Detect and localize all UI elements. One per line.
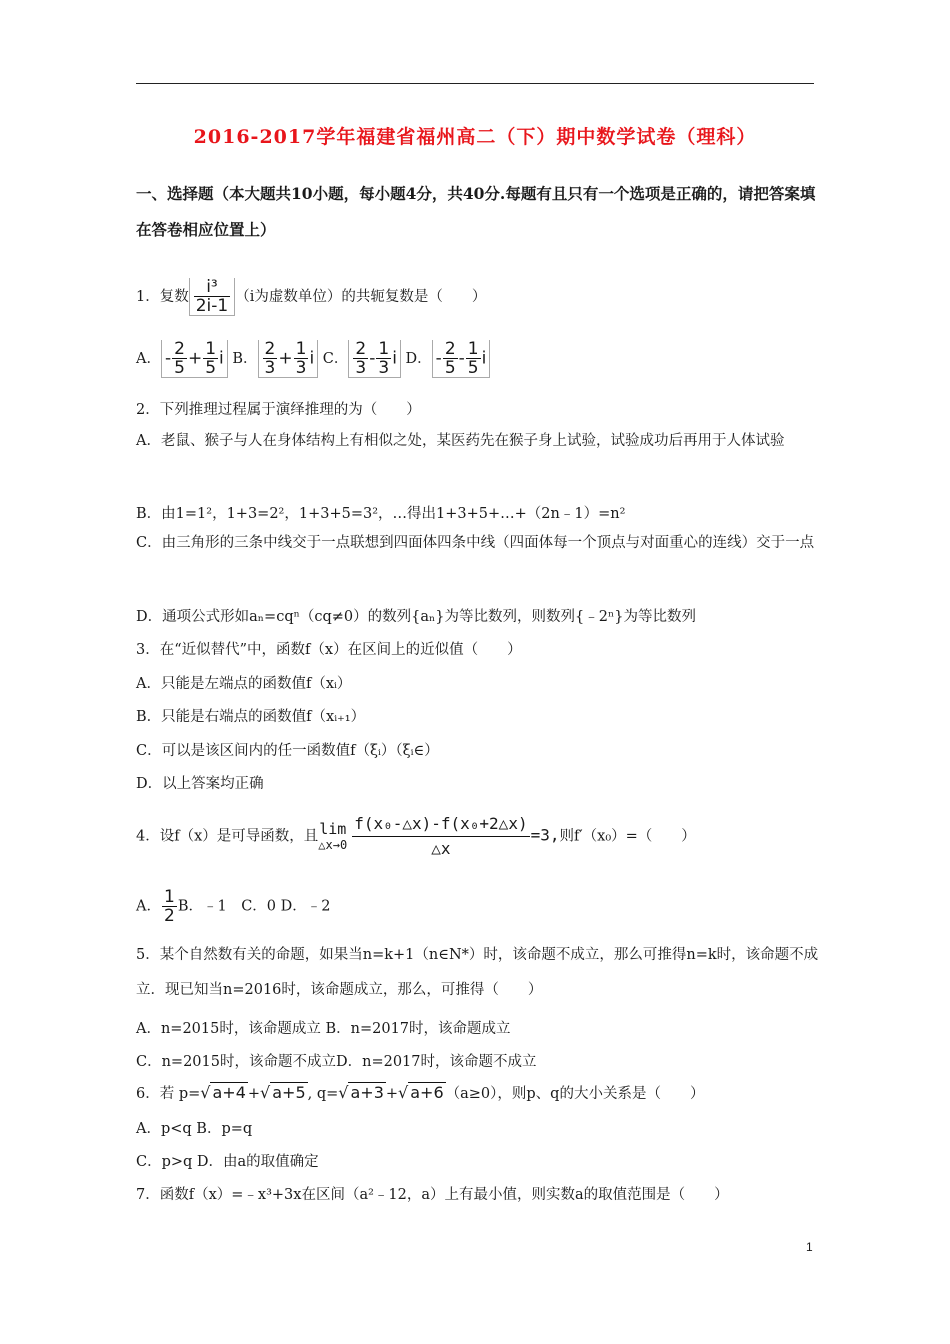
question-3-option-c: C．可以是该区间内的任一函数值f（ξᵢ）（ξᵢ∈） [136,743,439,759]
q1-option-a-frac2 [203,340,218,377]
q1-option-c-d2: 3 [378,358,390,378]
question-3-option-b: B．只能是右端点的函数值f（xᵢ₊₁） [136,709,366,725]
q1-option-d-d1: 5 [444,358,456,378]
question-3-stem: 3．在“近似替代”中，函数f（x）在区间上的近似值（ ） [136,642,522,658]
question-7-stem: 7．函数f（x）=﹣x³+3x在区间（a²﹣12，a）上有最小值，则实数a的取值范围是（ ） [136,1187,729,1203]
q1-option-d-frac1 [443,340,458,377]
q1-option-a-i: i [219,348,224,369]
q1-option-c [348,340,401,378]
question-4-options [136,888,820,925]
q1-option-d-n2: 1 [467,339,479,359]
q1-option-a-label: A． [136,351,161,367]
q1-option-d-label: D． [405,351,432,367]
q1-option-c-d1: 3 [355,358,367,378]
q4-option-a-frac [162,888,177,925]
question-6-options-cd: C．p>q D．由a的取值确定 [136,1154,319,1170]
q1-option-a-n2: 1 [205,339,217,359]
q1-option-c-n2: 1 [378,339,390,359]
question-5-options-cd: C．n=2015时，该命题不成立D．n=2017时，该命题不成立 [136,1054,537,1070]
q1-option-b-frac2 [294,340,309,377]
q6-sqrt-2: √ a+5 [260,1083,306,1102]
q1-option-b-n2: 1 [295,339,307,359]
question-2-option-d: D．通项公式形如aₙ=cqⁿ（cq≠0）的数列{aₙ}为等比数列，则数列{﹣2ⁿ}为等比数列 [136,609,696,625]
q4-option-a-label: A． [136,898,161,915]
q4-fraction [352,812,529,861]
q1-option-d-op: - [458,348,465,369]
q6-plus-2: + [385,1086,399,1102]
q4-option-a-n: 1 [163,887,175,907]
q4-suffix: 则f′（x₀）=（ ） [559,828,696,845]
question-5-stem: 5．某个自然数有关的命题，如果当n=k+1（n∈N*）时，该命题不成立，那么可推得n=k时，该命题不成立．现已知当n=2016时，该命题成立，那么，可推得（ ） [136,947,819,998]
q6-radicand-2: a+5 [272,1083,306,1102]
q1-option-a-frac1 [172,340,187,377]
q1-denominator: 2i-1 [195,296,229,316]
q1-fraction-box [189,278,236,316]
page-title: 2016-2017学年福建省福州高二（下）期中数学试卷（理科） [193,126,757,148]
q1-option-d-n1: 2 [444,339,456,359]
q4-lim-word: lim [319,819,347,838]
q1-option-b-d2: 3 [295,358,307,378]
q1-option-c-i: i [392,348,397,369]
q4-prefix: 4．设f（x）是可导函数，且 [136,828,319,845]
q1-option-d [432,340,491,378]
q6-radicand-1: a+4 [212,1083,246,1102]
q1-option-b-n1: 2 [264,339,276,359]
q6-sqrt-4: √ a+6 [398,1083,444,1102]
q1-option-c-frac1 [353,340,368,377]
header-rule [136,83,814,84]
q1-option-c-frac2 [376,340,391,377]
q1-suffix: （i为虚数单位）的共轭复数是（ ） [235,289,487,305]
q1-option-c-n1: 2 [355,339,367,359]
q4-limit [318,821,347,853]
q1-option-a-op: + [187,348,203,369]
q1-option-b-op: + [278,348,293,369]
question-3-option-d: D．以上答案均正确 [136,776,264,792]
q1-option-d-frac2 [466,340,481,377]
q1-option-a-d1: 5 [174,358,185,378]
q6-sqrt-1: √ a+4 [200,1083,246,1102]
q4-equals: =3, [530,825,560,845]
q6-prefix: 6．若 p= [136,1086,201,1102]
q1-option-a-n1: 2 [174,339,185,359]
q1-option-b-frac1 [263,340,278,377]
q1-prefix: 1．复数 [136,289,189,305]
q6-radicand-3: a+3 [350,1083,384,1102]
page-number: 1 [806,1240,813,1254]
q6-plus-1: + [247,1086,261,1102]
q4-denominator: △x [431,839,451,858]
question-2-option-c: C．由三角形的三条中线交于一点联想到四面体四条中线（四面体每一个顶点与对面重心的连线）交于一点 [136,535,815,551]
q1-option-c-op: - [369,348,376,369]
question-1 [136,278,820,316]
q1-option-a [161,340,228,378]
q1-option-a-d2: 5 [205,358,217,378]
q1-option-d-i: i [481,348,487,369]
q1-numerator: i³ [194,278,231,297]
question-2-option-a: A．老鼠、猴子与人在身体结构上有相似之处，某医药先在猴子身上试验，试验成功后再用于人体试验 [136,433,785,449]
question-3-option-a: A．只能是左端点的函数值f（xᵢ） [136,676,352,692]
q1-fraction [194,278,231,315]
question-1-options [136,340,820,378]
question-6 [136,1082,820,1103]
q1-option-d-sign: - [435,348,442,369]
q4-option-a-d: 2 [163,906,175,926]
q6-mid: , q= [307,1086,339,1102]
q4-lim-sub: △x→0 [318,837,348,852]
question-2-option-b: B．由1=1²，1+3=2²，1+3+5=3²，…得出1+3+5+…+（2n﹣1）=n² [136,506,626,522]
q6-suffix: （a≥0），则p、q的大小关系是（ ） [445,1086,705,1102]
q1-option-a-sign: - [164,348,172,369]
q1-option-b-label: B． [232,351,258,367]
question-5-options-ab: A．n=2015时，该命题成立 B．n=2017时，该命题成立 [136,1021,511,1037]
question-2-stem: 2．下列推理过程属于演绎推理的为（ ） [136,402,421,418]
q4-numerator: f(x₀-△x)-f(x₀+2△x) [352,812,529,837]
q6-sqrt-3: √ a+3 [338,1083,384,1102]
q1-option-b [258,340,319,378]
q1-option-c-label: C． [322,351,349,367]
q4-options-rest: B．﹣1 C．0 D．﹣2 [177,898,331,915]
question-6-options-ab: A．p<q B．p=q [136,1121,253,1137]
q6-radicand-4: a+6 [410,1083,444,1102]
q1-option-b-d1: 3 [264,358,276,378]
question-4 [136,812,820,861]
q1-option-d-d2: 5 [467,358,479,378]
section-heading: 一、选择题（本大题共10小题，每小题4分，共40分.每题有且只有一个选项是正确的，请把答案填在答卷相应位置上） [136,184,816,239]
q1-option-b-i: i [309,348,315,369]
